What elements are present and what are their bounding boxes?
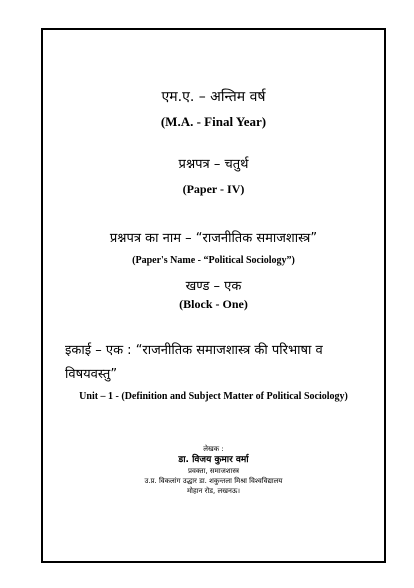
author-institution: उ.प्र. विकलांग उद्धार डा. शकुन्तला मिश्रा विश्वविद्यालय — [144, 477, 283, 485]
course-title-english: (M.A. - Final Year) — [160, 114, 267, 129]
paper-number-hindi: प्रश्नपत्र – चतुर्थ — [178, 157, 249, 172]
course-title-hindi: एम.ए. – अन्तिम वर्ष — [161, 89, 266, 105]
author-label: लेखक : — [203, 445, 224, 453]
block-title-hindi: खण्ड – एक — [185, 279, 242, 294]
paper-name-english: (Paper's Name - “Political Sociology”) — [132, 255, 295, 266]
paper-number-english: (Paper - IV) — [182, 182, 245, 196]
unit-title-hindi-line1: इकाई – एक : “राजनीतिक समाजशास्त्र की परिभाषा व — [65, 343, 323, 358]
unit-title-hindi-line2: विषयवस्तु” — [65, 367, 118, 382]
author-name: डा. विजय कुमार वर्मा — [178, 455, 249, 465]
page-border — [41, 28, 386, 563]
author-designation: प्रवक्ता, समाजशास्त्र — [188, 467, 239, 475]
block-title-english: (Block - One) — [179, 297, 248, 311]
paper-name-hindi: प्रश्नपत्र का नाम – “राजनीतिक समाजशास्त्र” — [109, 231, 318, 246]
unit-title-english: Unit – 1 - (Definition and Subject Matter of Political Sociology) — [79, 391, 348, 402]
author-address: मोहान रोड, लखनऊ। — [186, 487, 240, 495]
